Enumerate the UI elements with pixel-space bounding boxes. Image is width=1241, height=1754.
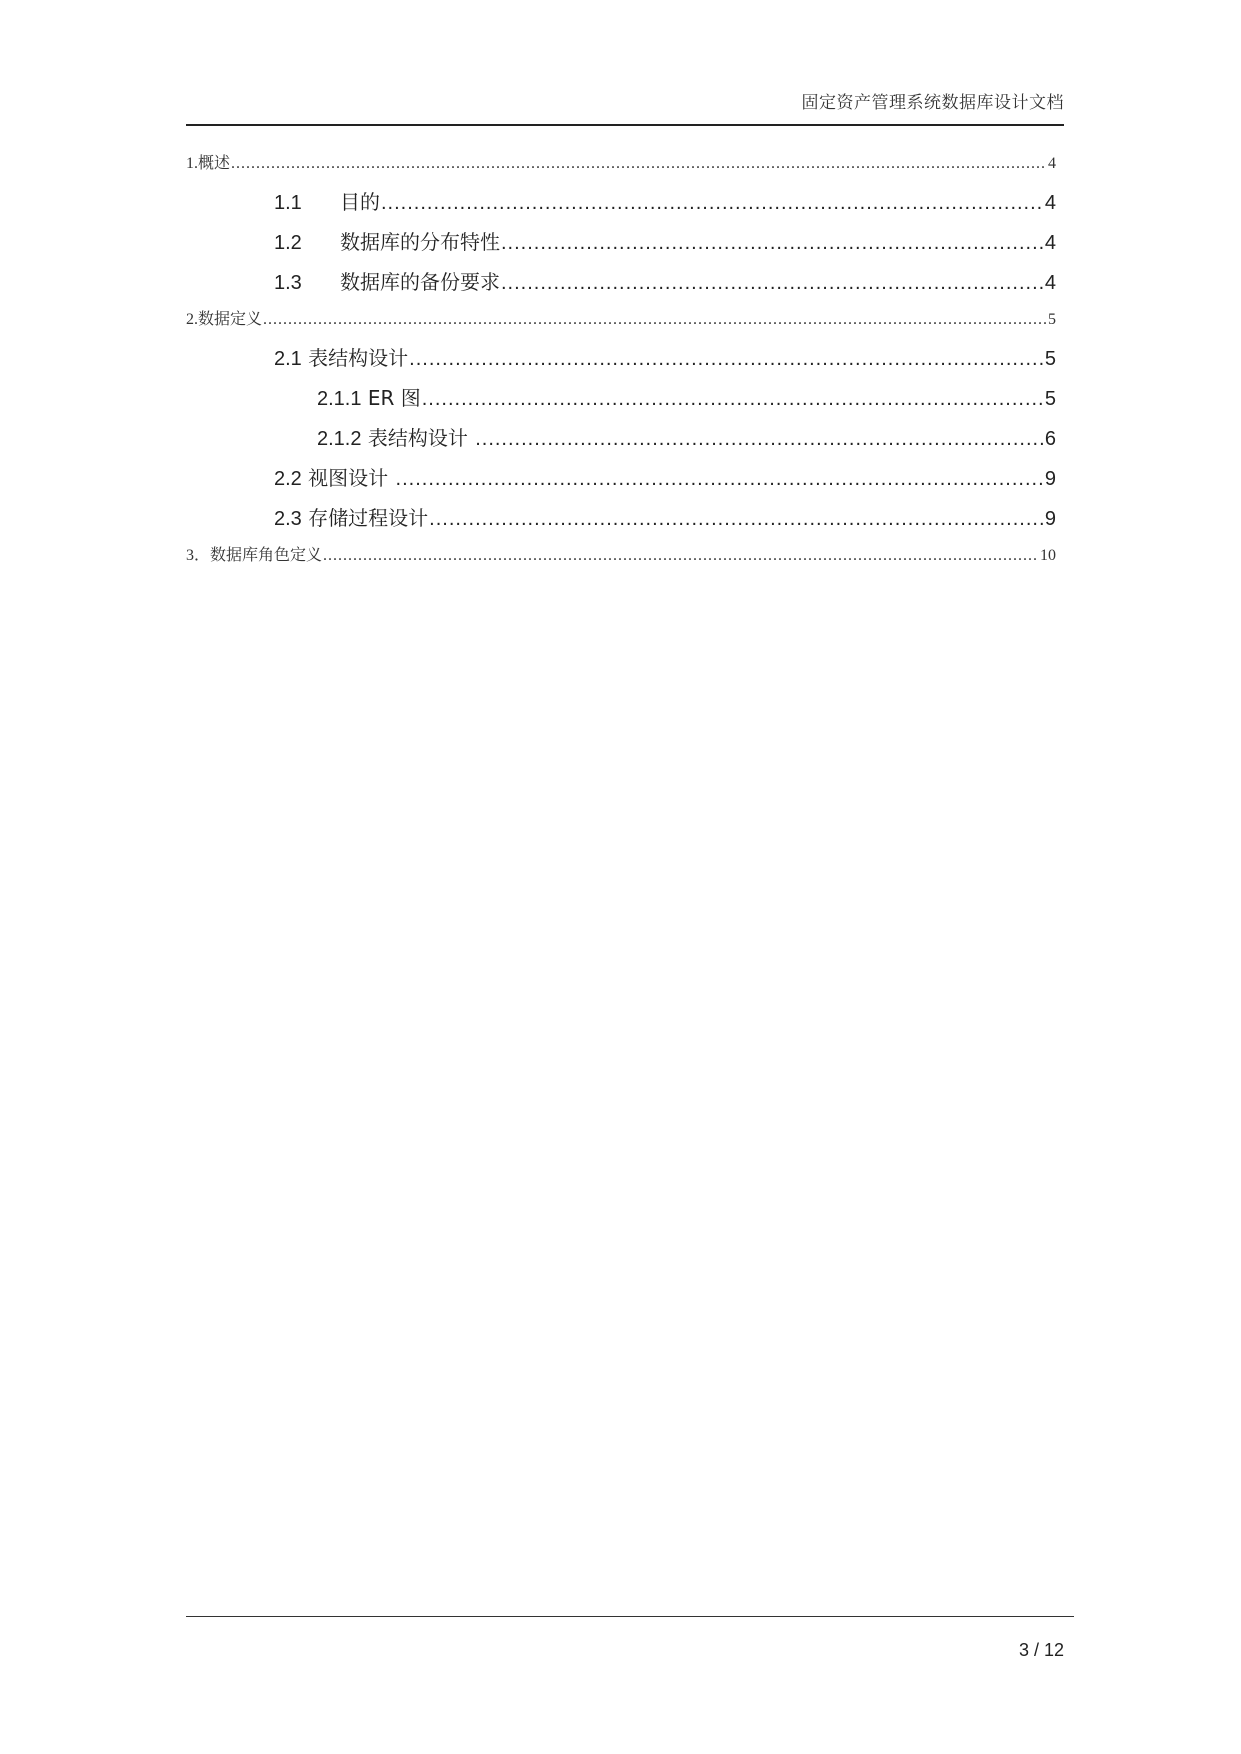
toc-number: 2.1 <box>274 348 302 370</box>
toc-label: 数据库的备份要求 <box>340 270 500 294</box>
toc-page-number: 5 <box>1044 348 1056 370</box>
toc-number: 2.1.2 <box>317 428 362 450</box>
toc-page-number: 5 <box>1048 311 1056 328</box>
toc-label: 表结构设计 <box>308 346 409 370</box>
toc-label: 概述 <box>198 153 231 172</box>
toc-entry-2-2[interactable] <box>274 462 1056 491</box>
toc-number: 2.2 <box>274 468 302 490</box>
toc-leader-dots <box>429 508 1044 531</box>
toc-page-number: 6 <box>1044 428 1056 450</box>
toc-entry-2-3[interactable] <box>274 502 1056 531</box>
toc-entry-1[interactable] <box>186 150 1056 173</box>
toc-number: 1. <box>186 155 198 172</box>
toc-leader-dots <box>409 348 1044 371</box>
toc-leader-dots <box>381 192 1044 215</box>
document-title: 固定资产管理系统数据库设计文档 <box>801 93 1064 113</box>
toc-leader-dots <box>501 232 1044 255</box>
toc-label: 数据定义 <box>198 309 263 328</box>
toc-entry-1-3[interactable] <box>274 266 1056 295</box>
toc-page-number: 5 <box>1044 388 1056 410</box>
toc-leader-dots <box>323 547 1039 565</box>
page-header <box>186 88 1064 126</box>
toc-number: 1.2 <box>274 232 302 254</box>
toc-page-number: 9 <box>1044 508 1056 530</box>
toc-label: 存储过程设计 <box>308 506 429 530</box>
toc-page-number: 10 <box>1040 547 1056 564</box>
toc-leader-dots <box>396 468 1044 491</box>
toc-number: 2.1.1 <box>317 388 362 410</box>
toc-page-number: 4 <box>1048 155 1056 172</box>
toc-label: 数据库角色定义 <box>210 545 323 564</box>
toc-label: 视图设计 <box>308 466 389 490</box>
toc-leader-dots <box>501 272 1044 295</box>
toc-page-number: 9 <box>1044 468 1056 490</box>
toc-number: 3． <box>186 547 211 564</box>
toc-label: 表结构设计 <box>367 426 468 450</box>
toc-entry-1-2[interactable] <box>274 226 1056 255</box>
toc-label: ER 图 <box>367 386 421 410</box>
toc-entry-2-1-1[interactable] <box>317 382 1056 411</box>
toc-entry-3[interactable] <box>186 542 1056 565</box>
toc-leader-dots <box>475 428 1044 451</box>
toc-leader-dots <box>422 388 1044 411</box>
toc-entry-1-1[interactable] <box>274 186 1056 215</box>
toc-number: 1.1 <box>274 192 302 214</box>
toc-entry-2[interactable] <box>186 306 1056 329</box>
toc-number: 2.3 <box>274 508 302 530</box>
toc-entry-2-1[interactable] <box>274 342 1056 371</box>
toc-label: 目的 <box>340 190 380 214</box>
toc-label: 数据库的分布特性 <box>340 230 500 254</box>
toc-page-number: 4 <box>1044 272 1056 294</box>
toc-page-number: 4 <box>1044 232 1056 254</box>
page-number: 3 / 12 <box>1018 1640 1064 1660</box>
toc-number: 2. <box>186 311 198 328</box>
toc-number: 1.3 <box>274 272 302 294</box>
toc-entry-2-1-2[interactable] <box>317 422 1056 451</box>
toc-page-number: 4 <box>1044 192 1056 214</box>
footer-divider <box>186 1616 1074 1617</box>
toc-leader-dots <box>231 155 1047 173</box>
toc-leader-dots <box>263 311 1047 329</box>
